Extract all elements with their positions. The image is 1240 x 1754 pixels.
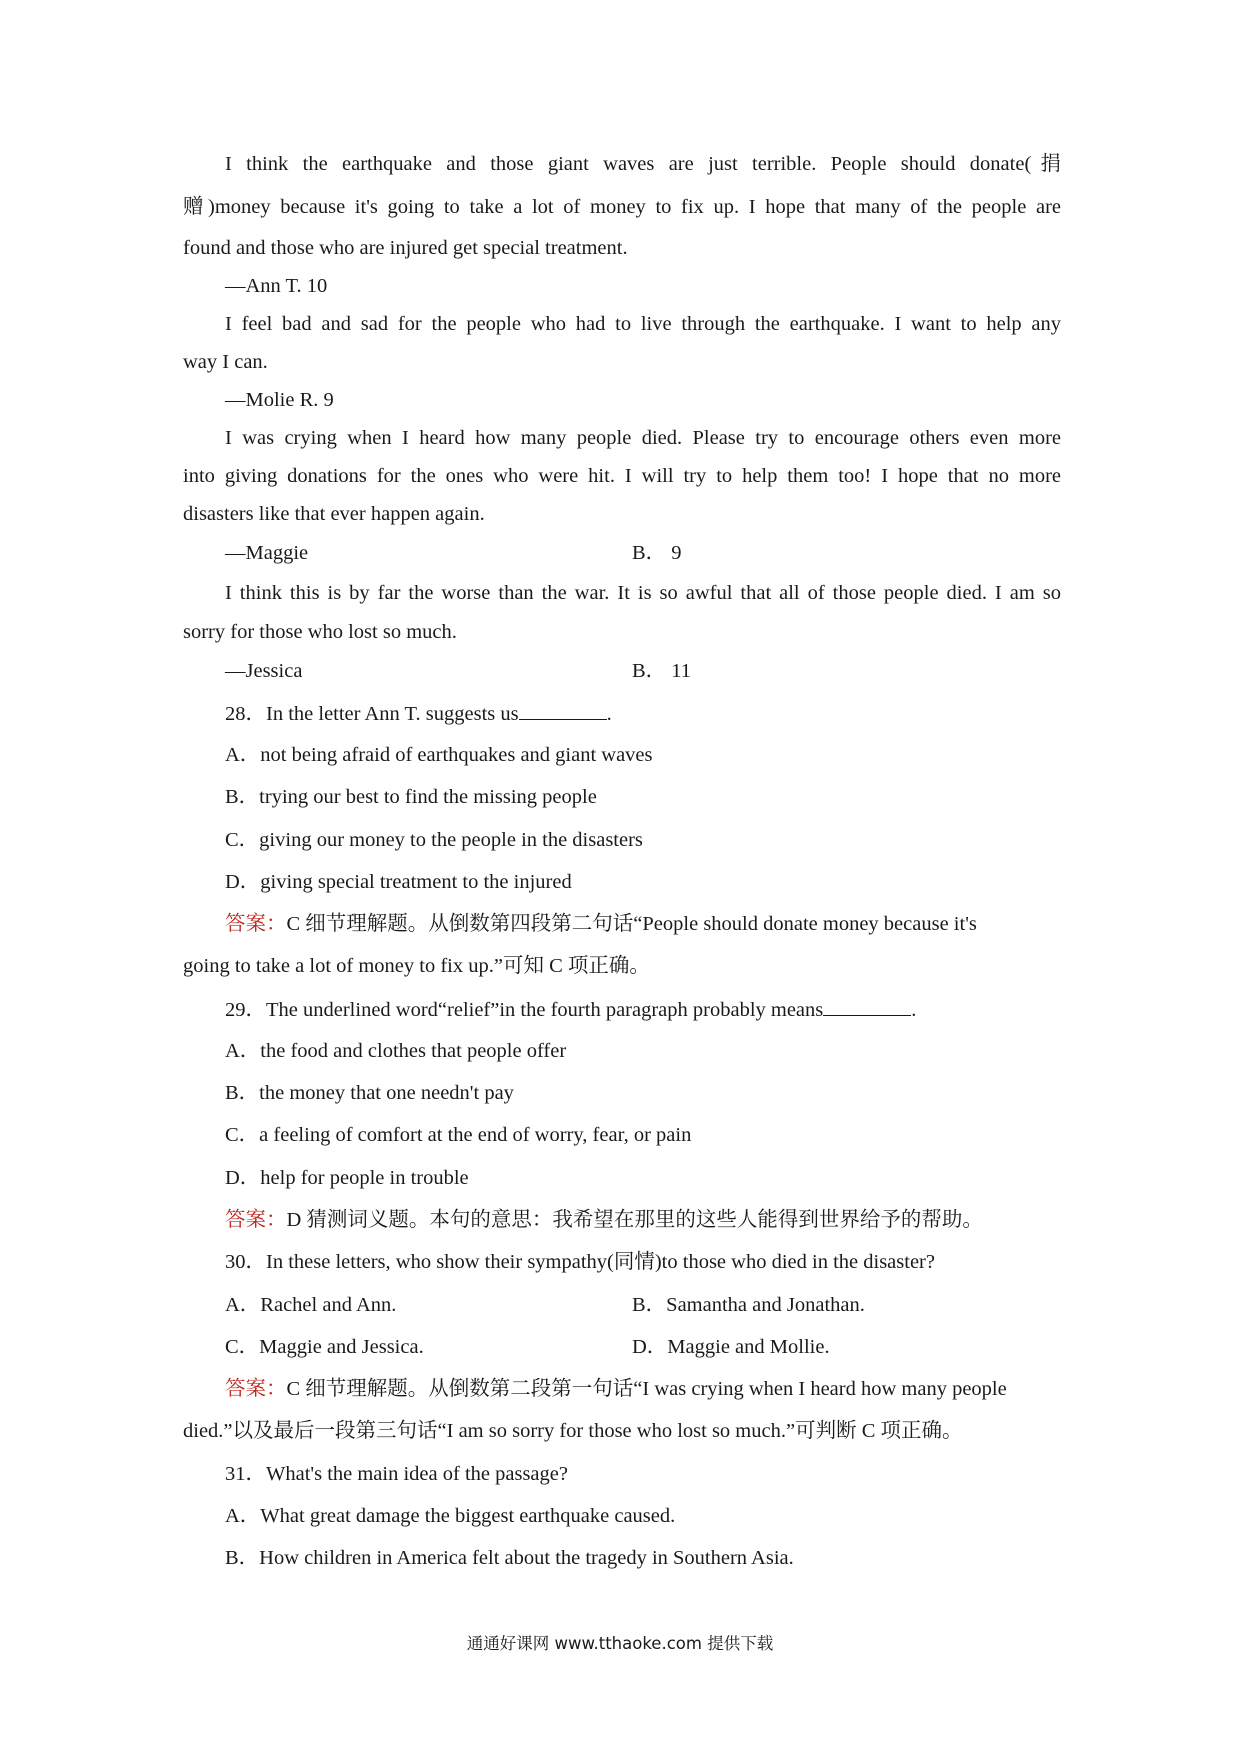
question-29-end: . bbox=[911, 999, 917, 1021]
letter4-line2: sorry for those who lost so much. bbox=[183, 621, 457, 643]
question-31: 31．What's the main idea of the passage? bbox=[225, 1463, 568, 1485]
letter1-line1: I think the earthquake and those giant waves are just terrible. People should donate(捐 bbox=[225, 153, 1061, 175]
q30-option-b: B．Samantha and Jonathan. bbox=[632, 1294, 865, 1316]
q28-option-c: C．giving our money to the people in the disasters bbox=[225, 829, 643, 851]
q28-option-d: D．giving special treatment to the injured bbox=[225, 871, 572, 893]
q29-option-d: D．help for people in trouble bbox=[225, 1167, 469, 1189]
q31-option-a: A．What great damage the biggest earthquake caused. bbox=[225, 1505, 676, 1527]
stray-option-b-11: B． 11 bbox=[632, 660, 692, 682]
q30-answer-line2: died.”以及最后一段第三句话“I am so sorry for those who lost so much.”可判断 C 项正确。 bbox=[183, 1420, 963, 1442]
question-29-stem: 29．The underlined word“relief”in the fourth paragraph probably means bbox=[225, 999, 824, 1021]
q28-option-a: A．not being afraid of earthquakes and giant waves bbox=[225, 744, 653, 766]
signature-maggie: —Maggie bbox=[225, 542, 309, 564]
q29-option-b: B．the money that one needn't pay bbox=[225, 1082, 514, 1104]
q29-answer-line1 bbox=[225, 1207, 983, 1233]
q28-answer-line1 bbox=[225, 911, 977, 937]
q30-option-d: D．Maggie and Mollie. bbox=[632, 1336, 830, 1358]
question-28-stem: 28．In the letter Ann T. suggests us bbox=[225, 703, 519, 725]
q28-answer-text: C 细节理解题。从倒数第四段第二句话“People should donate money because it's bbox=[286, 913, 977, 935]
answer-blank bbox=[519, 700, 607, 720]
letter3-line3: disasters like that ever happen again. bbox=[183, 503, 485, 525]
q29-option-a: A．the food and clothes that people offer bbox=[225, 1040, 567, 1062]
q30-answer-line1 bbox=[225, 1376, 1007, 1402]
answer-label: 答案： bbox=[225, 1378, 287, 1400]
stray-option-b-9: B． 9 bbox=[632, 542, 682, 564]
signature-jessica: —Jessica bbox=[225, 660, 303, 682]
answer-label: 答案： bbox=[225, 1209, 287, 1231]
question-29 bbox=[225, 996, 916, 1023]
letter4-line1: I think this is by far the worse than the war. It is so awful that all of those people died. I am so bbox=[225, 582, 1061, 604]
signature-ann: —Ann T. 10 bbox=[225, 275, 328, 297]
answer-blank bbox=[823, 996, 911, 1016]
letter3-line2: into giving donations for the ones who were hit. I will try to help them too! I hope that no more bbox=[183, 465, 1061, 487]
question-28-end: . bbox=[606, 703, 612, 725]
q31-option-b: B．How children in America felt about the tragedy in Southern Asia. bbox=[225, 1547, 794, 1569]
signature-molie: —Molie R. 9 bbox=[225, 389, 334, 411]
letter2-line2: way I can. bbox=[183, 351, 268, 373]
letter1-line2: 赠)money because it's going to take a lot of money to fix up. I hope that many of the people are bbox=[183, 196, 1061, 218]
letter3-line1: I was crying when I heard how many people died. Please try to encourage others even more bbox=[225, 427, 1061, 449]
q29-option-c: C．a feeling of comfort at the end of worry, fear, or pain bbox=[225, 1124, 692, 1146]
letter2-line1: I feel bad and sad for the people who had to live through the earthquake. I want to help any bbox=[225, 313, 1061, 335]
q30-option-c: C．Maggie and Jessica. bbox=[225, 1336, 424, 1358]
q30-answer-text: C 细节理解题。从倒数第二段第一句话“I was crying when I heard how many people bbox=[286, 1378, 1007, 1400]
q28-option-b: B．trying our best to find the missing people bbox=[225, 786, 597, 808]
q29-answer-text: D 猜测词义题。本句的意思：我希望在那里的这些人能得到世界给予的帮助。 bbox=[286, 1209, 983, 1231]
q30-option-a: A．Rachel and Ann. bbox=[225, 1294, 397, 1316]
q28-answer-line2: going to take a lot of money to fix up.”可知 C 项正确。 bbox=[183, 955, 650, 977]
answer-label: 答案： bbox=[225, 913, 287, 935]
page-footer: 通通好课网 www.tthaoke.com 提供下载 bbox=[466, 1634, 774, 1653]
letter1-line3: found and those who are injured get special treatment. bbox=[183, 237, 628, 259]
question-28 bbox=[225, 700, 612, 727]
question-30: 30．In these letters, who show their sympathy(同情)to those who died in the disaster? bbox=[225, 1251, 935, 1273]
